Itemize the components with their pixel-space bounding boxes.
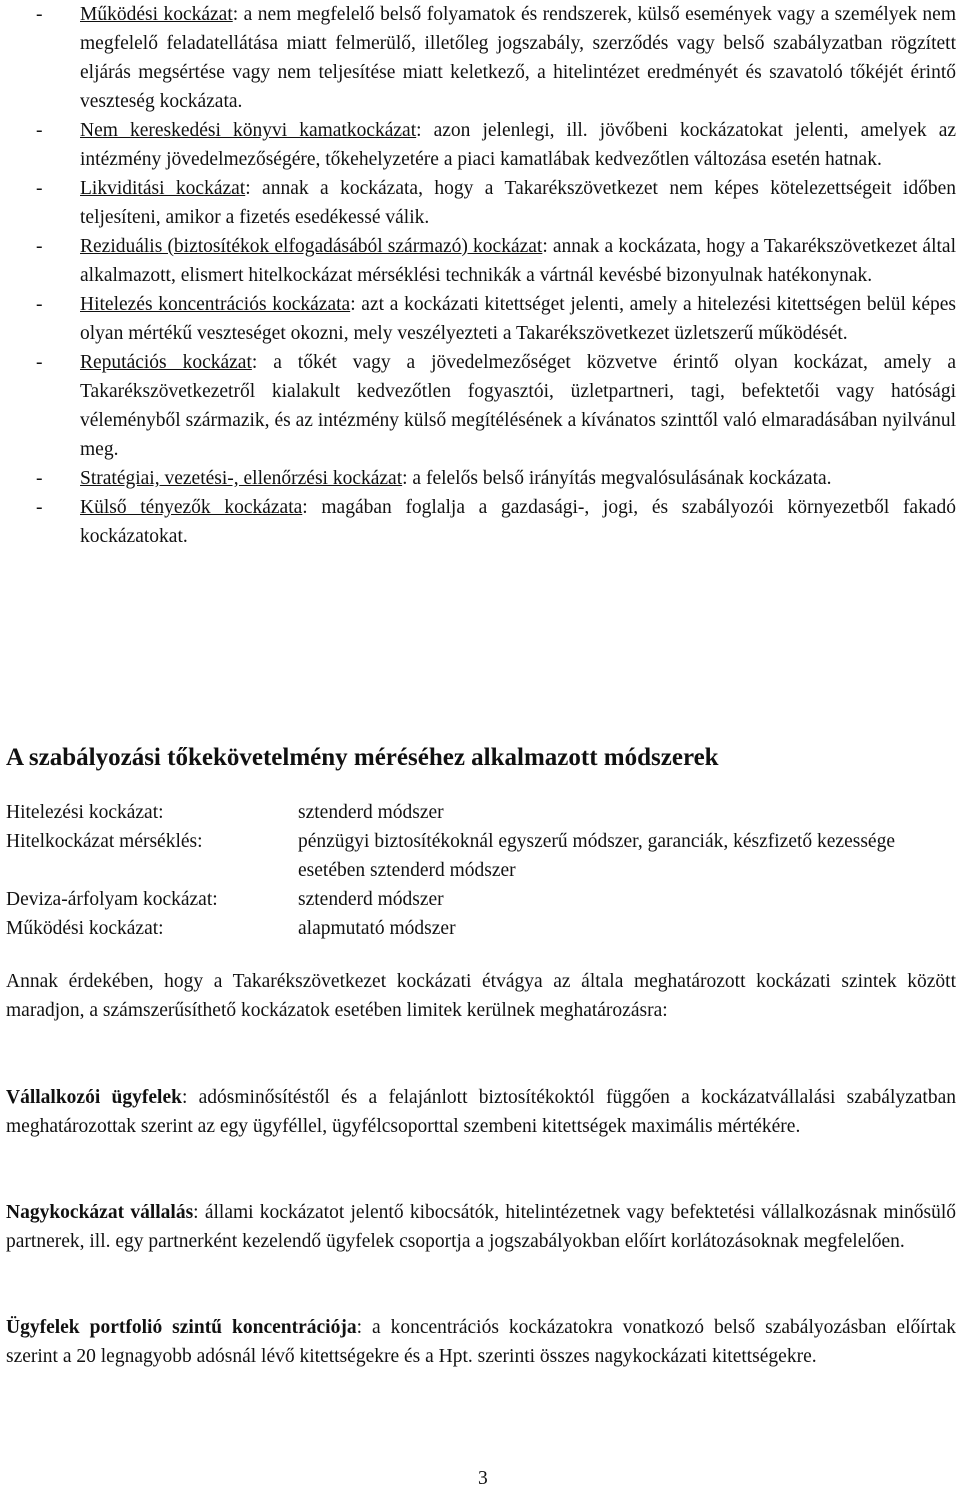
limit-paragraph — [6, 1313, 956, 1371]
risk-definition: : a nem megfelelő belső folyamatok és rendszerek, külső események vagy a személyek nem megfelelő feladatellátása miatt felmerülő, illetőleg jogszabály, szerződés vagy belső szabályzatban rögzített eljárás megsértése vagy nem teljesítése miatt keletkező, a hitelintézet eredményét és szavatoló tőkéjét érintő veszteség kockázata. — [80, 4, 956, 112]
risk-definition: : magában foglalja a gazdasági-, jogi, és szabályozói környezetből fakadó kockázatokat. — [80, 497, 956, 547]
list-item — [6, 174, 956, 232]
risk-term: Külső tényezők kockázata — [80, 497, 303, 518]
limit-text: : adósminősítéstől és a felajánlott biztosítékoktól függően a kockázatvállalási szabályzatban meghatározottak szerint az egy ügyféllel, ügyfélcsoporttal szembeni kitettségek maximális mértékére. — [6, 1087, 956, 1137]
risk-term: Stratégiai, vezetési-, ellenőrzési kockázat — [80, 468, 403, 489]
risk-definition: : a felelős belső irányítás megvalósulásának kockázata. — [402, 468, 832, 489]
risk-term: Reputációs kockázat — [80, 352, 252, 373]
risk-definition: : annak a kockázata, hogy a Takarékszövetkezet nem képes kötelezettségeit időben teljesíteni, amikor a fizetés esedékessé válik. — [80, 178, 956, 228]
risk-definition: : annak a kockázata, hogy a Takarékszövetkezet által alkalmazott, elismert hitelkockázat mérséklési technikák a vártnál kevésbé bizonyulnak hatékonynak. — [80, 236, 956, 286]
limit-text: : a koncentrációs kockázatokra vonatkozó belső szabályozásban előírtak szerint a 20 legnagyobb adósnál lévő kitettségekre és a Hpt. szerinti összes nagykockázati kitettségekre. — [6, 1317, 956, 1367]
section-title: A szabályozási tőkekövetelmény méréséhez alkalmazott módszerek — [6, 744, 719, 771]
risk-term: Reziduális (biztosítékok elfogadásából származó) kockázat — [80, 236, 543, 257]
list-dash: - — [36, 4, 43, 25]
method-row — [6, 798, 956, 827]
limit-text: : állami kockázatot jelentő kibocsátók, hitelintézetnek vagy befektetési vállalkozásnak minősülő partnerek, ill. egy partnerként kezelendő ügyfelek csoportja a jogszabályokban előírt korlátozásoknak megfelelően. — [6, 1202, 956, 1252]
method-value: sztenderd módszer — [298, 889, 444, 910]
risk-definition: : azon jelenlegi, ill. jövőbeni kockázatokat jelenti, amelyek az intézmény jövedelmezőségére, tőkehelyzetére a piaci kamatlábak kedvezőtlen változása esetén hatnak. — [80, 120, 957, 170]
risk-definition: : a tőkét vagy a jövedelmezőséget közvetve érintő olyan kockázat, amely a Takarékszövetkezetről kialakult kedvezőtlen fogyasztói, üzletpartneri, tagi, befektetői vagy hatósági véleményből származik, és az intézmény külső megítélésének a kívánatos szinttől való elmaradásában nyilvánul meg. — [80, 352, 956, 460]
page-number: 3 — [478, 1468, 488, 1489]
list-item — [6, 0, 956, 116]
limit-paragraph — [6, 1083, 956, 1141]
risk-term: Hitelezés koncentrációs kockázata — [80, 294, 351, 315]
list-dash: - — [36, 120, 43, 141]
risk-term: Nem kereskedési könyvi kamatkockázat — [80, 120, 417, 141]
list-item — [6, 348, 956, 464]
method-label: Hitelkockázat mérséklés: — [6, 831, 203, 852]
risk-list — [6, 0, 956, 551]
method-value: sztenderd módszer — [298, 802, 444, 823]
method-row — [6, 885, 956, 914]
method-value: pénzügyi biztosítékoknál egyszerű módszer, garanciák, készfizető kezessége esetében sztenderd módszer — [298, 831, 895, 881]
method-label: Működési kockázat: — [6, 918, 164, 939]
limit-term: Ügyfelek portfolió szintű koncentrációja — [6, 1317, 357, 1338]
limit-paragraph — [6, 1198, 956, 1256]
risk-definition: : azt a kockázati kitettséget jelenti, amely a hitelezési kitettségen belül képes olyan mértékű veszteséget okozni, mely veszélyezteti a Takarékszövetkezet üzletszerű működését. — [80, 294, 956, 344]
methods-table — [6, 798, 956, 943]
list-item — [6, 232, 956, 290]
list-dash: - — [36, 497, 43, 518]
list-dash: - — [36, 468, 43, 489]
method-label: Hitelezési kockázat: — [6, 802, 164, 823]
document-page — [6, 0, 957, 1489]
limit-term: Vállalkozói ügyfelek — [6, 1087, 182, 1108]
method-row — [6, 914, 956, 943]
risk-term: Működési kockázat — [80, 4, 233, 25]
list-dash: - — [36, 352, 43, 373]
list-item — [6, 116, 956, 174]
method-label: Deviza-árfolyam kockázat: — [6, 889, 218, 910]
list-dash: - — [36, 236, 43, 257]
list-item — [6, 464, 956, 493]
method-row — [6, 827, 956, 885]
list-dash: - — [36, 294, 43, 315]
limit-term: Nagykockázat vállalás — [6, 1202, 194, 1223]
list-item — [6, 290, 956, 348]
list-item — [6, 493, 956, 551]
intro-paragraph: Annak érdekében, hogy a Takarékszövetkezet kockázati étvágya az általa meghatározott kockázati szintek között maradjon, a számszerűsíthető kockázatok esetében limitek kerülnek meghatározásra: — [6, 971, 956, 1021]
list-dash: - — [36, 178, 43, 199]
method-value: alapmutató módszer — [298, 918, 456, 939]
risk-term: Likviditási kockázat — [80, 178, 246, 199]
